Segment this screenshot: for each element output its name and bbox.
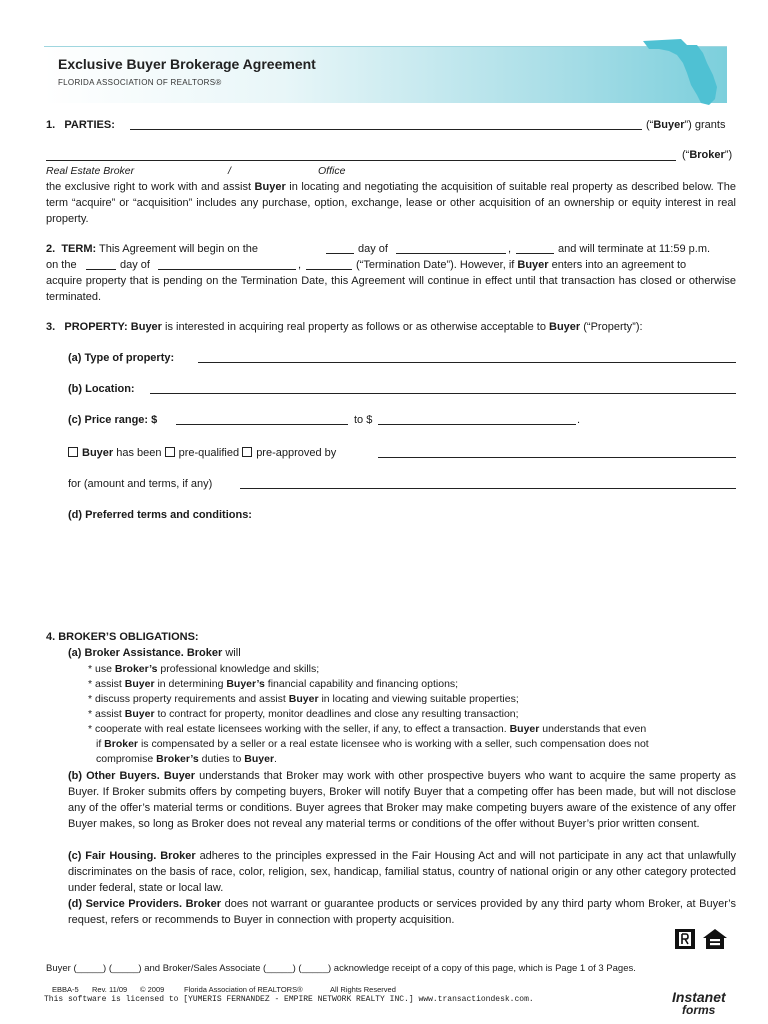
obligations-heading: 4. BROKER’S OBLIGATIONS: [46, 631, 199, 643]
bullet-5: * cooperate with real estate licensees working with the seller, if any, to effect a transaction. Buyer understands that even [88, 723, 647, 735]
term-day-of-2: day of [120, 259, 150, 271]
equal-housing-icon [702, 928, 728, 952]
buyer-checkbox[interactable] [68, 447, 78, 457]
location-field[interactable] [150, 393, 736, 394]
broker-label-text: (“Broker”) [682, 149, 733, 161]
price-range-label: (c) Price range: $ [68, 414, 158, 426]
form-association: Florida Association of REALTORS® [184, 985, 303, 994]
fair-housing-paragraph: (c) Fair Housing. Broker adheres to the principles expressed in the Fair Housing Act and will not participate in any act that unlawfully discriminates on the basis of race, color, religion, sex, handicap, familial status, country of national origin or any other category protected under federal, state or local law. [68, 850, 737, 894]
term-day-of-1: day of [358, 243, 388, 255]
form-subtitle: FLORIDA ASSOCIATION OF REALTORS® [58, 78, 222, 87]
form-header [44, 46, 727, 103]
buyer-name-field[interactable] [130, 129, 642, 130]
term-termination-text: (“Termination Date”). However, if Buyer enters into an agreement to [356, 259, 687, 271]
realtor-logo-icon [674, 928, 696, 952]
parties-line: 1. PARTIES: [46, 119, 115, 131]
pre-approved-by-field[interactable] [378, 457, 736, 458]
form-copyright: © 2009 [140, 985, 165, 994]
amount-terms-field[interactable] [240, 488, 736, 489]
term-begin-day-field[interactable] [326, 253, 354, 254]
florida-map-icon [641, 33, 721, 109]
bullet-3: * discuss property requirements and assist Buyer in locating and viewing suitable properties; [88, 693, 519, 705]
form-title: Exclusive Buyer Brokerage Agreement [58, 56, 316, 72]
price-to-label: to $ [354, 414, 373, 426]
brand-top: Instanet [672, 989, 726, 1005]
broker-name-field[interactable] [46, 160, 676, 161]
other-buyers-paragraph: (b) Other Buyers. Buyer understands that Broker may work with other prospective buyers who want to acquire the same property as Buyer. If Broker submits offers by competing buyers, Broker will notify Buyer that a competing offer has been made, but will not disclose any of the offer’s material terms or conditions. Buyer agrees that Broker may make competing buyers aware of the existence of any offer Buyer makes, so long as Broker does not reveal any material terms or conditions of the offer without Buyer’s prior written consent. [68, 770, 737, 830]
preferred-terms-label: (d) Preferred terms and conditions: [68, 509, 252, 521]
price-period: . [577, 414, 581, 426]
term-end-day-field[interactable] [86, 269, 116, 270]
bullet-5-end: compromise Broker’s duties to Buyer. [96, 753, 277, 765]
brand-bottom: forms [682, 1003, 716, 1017]
service-providers-paragraph: (d) Service Providers. Broker does not warrant or guarantee products or services provided by any third party whom Broker, at Buyer’s request, refers or recommends to Buyer in connection with property acquisition. [68, 898, 737, 926]
preferred-terms-area[interactable] [68, 526, 736, 626]
caption-slash: / [228, 165, 231, 177]
price-min-field[interactable] [176, 424, 348, 425]
parties-paragraph: the exclusive right to work with and assist Buyer in locating and negotiating the acquisition of suitable real property as described below. The term “acquire” or “acquisition” includes any purchase, option, exchange, lease or other acquisition of an ownership or equity interest in real property. [46, 181, 736, 225]
term-end-year-field[interactable] [306, 269, 352, 270]
price-max-field[interactable] [378, 424, 576, 425]
term-line-1: 2. TERM: This Agreement will begin on the [46, 243, 258, 255]
form-id: EBBA-5 [52, 985, 79, 994]
license-line: This software is licensed to [YUMERIS FERNANDEZ - EMPIRE NETWORK REALTY INC.] www.transactiondesk.com. [44, 995, 534, 1004]
term-on-the: on the [46, 259, 77, 271]
location-label: (b) Location: [68, 383, 135, 395]
term-begin-month-field[interactable] [396, 253, 506, 254]
bullet-5-cont: if Broker is compensated by a seller or a real estate licensee who is working with a seller, such compensation does not [96, 738, 649, 750]
acknowledge-receipt-line: Buyer (_____) (_____) and Broker/Sales Associate (_____) (_____) acknowledge receipt of a copy of this page, which is Page 1 of 3 Pages. [46, 963, 636, 974]
term-end-month-field[interactable] [158, 269, 296, 270]
real-estate-broker-caption: Real Estate Broker [46, 165, 135, 177]
type-of-property-field[interactable] [198, 362, 736, 363]
buyer-grants-text: (“Buyer”) grants [646, 119, 726, 131]
form-rights: All Rights Reserved [330, 985, 396, 994]
bullet-4: * assist Buyer to contract for property, monitor deadlines and close any resulting transaction; [88, 708, 519, 720]
instanet-logo [672, 990, 726, 1016]
pre-qualified-checkbox[interactable] [165, 447, 175, 457]
prequal-line: Buyer has been pre-qualified pre-approved by [68, 445, 336, 461]
office-caption: Office [318, 165, 346, 177]
type-of-property-label: (a) Type of property: [68, 352, 175, 364]
term-paragraph: acquire property that is pending on the Termination Date, this Agreement will continue in effect until that transaction has closed or otherwise terminated. [46, 275, 736, 303]
property-heading: 3. PROPERTY: Buyer is interested in acquiring real property as follows or as otherwise acceptable to Buyer (“Property”): [46, 321, 643, 333]
term-comma-1: , [508, 243, 512, 255]
term-terminate-text: and will terminate at 11:59 p.m. [558, 243, 711, 255]
bullet-1: * use Broker’s professional knowledge and skills; [88, 663, 320, 675]
broker-assistance-line: (a) Broker Assistance. Broker will [68, 647, 241, 659]
term-begin-year-field[interactable] [516, 253, 554, 254]
term-comma-2: , [298, 259, 302, 271]
bullet-2: * assist Buyer in determining Buyer’s financial capability and financing options; [88, 678, 459, 690]
form-revision: Rev. 11/09 [92, 985, 128, 994]
pre-approved-checkbox[interactable] [242, 447, 252, 457]
amount-terms-label: for (amount and terms, if any) [68, 478, 213, 490]
